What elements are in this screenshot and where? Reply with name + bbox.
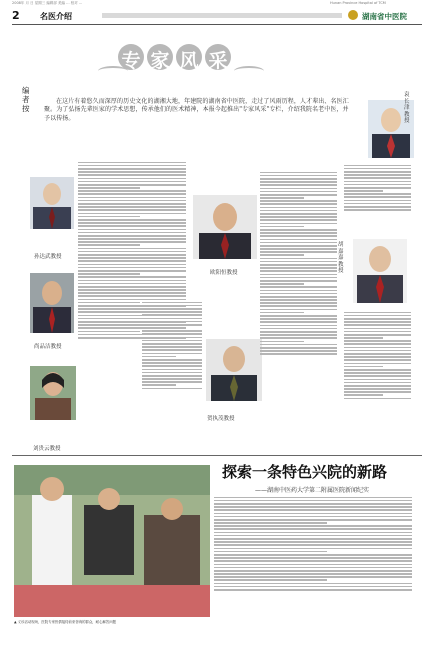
text-line [214, 509, 412, 511]
text-line [78, 187, 140, 189]
text-line [78, 254, 186, 256]
intro-paragraph: 在这片有着悠久而深厚的历史文化的湖湘大地，年建院的湖南省中医院，走过了风雨历程，人才辈出、名医汇聚。为了弘扬先辈医家的学术思想，传承他们的医术精神，本报今起推出"专家风采"专栏，介绍我院名老中医，并予以传扬。 [44, 98, 349, 122]
text-line [260, 219, 337, 221]
text-line [78, 162, 186, 164]
text-line [142, 378, 202, 380]
top-right-info: Hunan Province Hospital of TCM [330, 1, 386, 5]
text-line [344, 174, 411, 176]
text-line [344, 318, 411, 320]
text-line [214, 583, 412, 585]
text-line [260, 325, 337, 327]
text-line [344, 356, 411, 358]
text-line [78, 193, 186, 195]
text-line [142, 381, 202, 383]
text-line [260, 344, 337, 346]
text-line [260, 341, 304, 343]
doctor-name: 刘贵云教授 [33, 446, 61, 452]
text-line [260, 242, 337, 244]
text-line [214, 535, 412, 537]
text-line [260, 283, 304, 285]
text-line [142, 330, 202, 332]
text-line [260, 181, 337, 183]
text-line [260, 188, 337, 190]
text-line [344, 209, 411, 211]
text-line [344, 196, 411, 198]
text-line [214, 522, 327, 524]
text-line [142, 362, 202, 364]
text-line [260, 207, 337, 209]
hospital-name: 湖南省中医院 [362, 12, 407, 21]
text-line [260, 264, 337, 266]
text-line [214, 500, 412, 502]
text-line [142, 311, 202, 313]
text-line [344, 328, 411, 330]
banner-char-4: 采 [205, 44, 231, 70]
text-line [142, 343, 202, 345]
text-line [344, 334, 411, 336]
text-line [214, 544, 412, 546]
text-column-right-mid [344, 310, 414, 450]
text-line [260, 315, 337, 317]
text-line [344, 379, 411, 381]
article-photo [14, 465, 210, 617]
text-line [78, 286, 186, 288]
text-line [260, 309, 337, 311]
text-line [344, 165, 411, 167]
page-header [12, 9, 422, 23]
text-line [214, 567, 412, 569]
text-line [260, 200, 337, 202]
text-line [260, 350, 337, 352]
text-line [142, 349, 202, 351]
text-line [344, 177, 411, 179]
text-line [214, 497, 412, 499]
text-line [260, 175, 337, 177]
text-line [78, 203, 186, 205]
text-line [214, 564, 412, 566]
banner-char-3: 风 [176, 44, 202, 70]
article-rule [12, 455, 422, 456]
doctor-name: 欧阳恒教授 [210, 270, 238, 276]
text-line [344, 340, 411, 342]
text-line [260, 194, 337, 196]
text-line [78, 331, 140, 333]
text-line [344, 369, 411, 371]
text-line [78, 280, 186, 282]
text-line [214, 528, 412, 530]
text-line [260, 290, 337, 292]
text-line [78, 219, 186, 221]
text-line [344, 190, 383, 192]
text-line [214, 525, 412, 527]
text-line [260, 267, 337, 269]
text-column-mid2 [142, 300, 204, 440]
text-line [344, 350, 411, 352]
text-line [260, 347, 337, 349]
text-line [260, 251, 337, 253]
text-line [344, 184, 411, 186]
text-line [260, 328, 337, 330]
text-line [78, 213, 186, 215]
text-line [78, 168, 186, 170]
text-line [260, 331, 337, 333]
text-line [260, 172, 337, 174]
text-line [78, 267, 186, 269]
text-line [78, 222, 186, 224]
doctor-name: 孙达武教授 [34, 254, 62, 260]
banner-char-1: 专 [118, 44, 144, 70]
text-line [78, 209, 186, 211]
text-line [260, 274, 337, 276]
text-line [142, 365, 202, 367]
text-column-center [260, 170, 340, 460]
text-line [78, 260, 186, 262]
text-line [214, 513, 412, 515]
swirl-right [234, 66, 264, 76]
text-line [142, 337, 202, 339]
text-line [78, 276, 186, 278]
doctor-name: 尚品洁教授 [34, 344, 62, 350]
article-subtitle: ——湖南中医药大学第二附属医院新闻纪实 [255, 487, 370, 494]
text-line [214, 557, 412, 559]
text-line [260, 280, 337, 282]
doctor-name: 贺执茂教授 [207, 416, 235, 422]
doctor-photo [353, 239, 407, 303]
text-line [260, 216, 337, 218]
text-line [260, 210, 337, 212]
text-line [344, 187, 411, 189]
text-line [214, 576, 412, 578]
text-line [344, 193, 411, 195]
text-line [78, 232, 186, 234]
article-photo-caption: ▲ 义诊活动现场，医院专家热情接待前来咨询的群众，耐心解答问题 [14, 620, 117, 624]
text-line [142, 372, 202, 374]
column-title-banner [118, 44, 238, 76]
text-line [142, 324, 202, 326]
text-line [260, 191, 337, 193]
page-number: 2 [12, 9, 20, 22]
text-line [344, 372, 411, 374]
text-line [78, 181, 186, 183]
text-line [344, 366, 383, 368]
text-line [260, 223, 337, 225]
text-line [214, 519, 412, 521]
text-line [344, 331, 411, 333]
text-line [260, 302, 337, 304]
text-line [78, 184, 186, 186]
text-line [344, 181, 411, 183]
text-line [78, 264, 186, 266]
text-line [78, 235, 186, 237]
text-line [344, 382, 411, 384]
text-line [260, 299, 337, 301]
text-line [260, 245, 337, 247]
text-line [344, 359, 411, 361]
text-line [142, 384, 176, 386]
text-line [78, 273, 140, 275]
text-line [260, 232, 337, 234]
text-line [260, 312, 304, 314]
text-line [260, 229, 337, 231]
text-line [260, 213, 337, 215]
hospital-logo-icon [348, 10, 358, 20]
text-line [142, 359, 202, 361]
text-line [344, 343, 411, 345]
text-line [344, 398, 411, 400]
text-line [78, 270, 186, 272]
text-line [78, 283, 186, 285]
text-line [142, 308, 202, 310]
text-line [260, 178, 337, 180]
text-line [142, 356, 176, 358]
text-line [344, 312, 411, 314]
text-line [214, 579, 327, 581]
text-line [142, 353, 202, 355]
doctor-photo [193, 195, 257, 259]
text-line [142, 369, 202, 371]
text-line [78, 248, 186, 250]
text-line [78, 200, 186, 202]
text-line [344, 375, 411, 377]
doctor-photo [30, 366, 76, 420]
text-line [142, 318, 202, 320]
doctor-photo [206, 339, 262, 401]
text-line [214, 532, 412, 534]
text-line [78, 238, 186, 240]
text-line [214, 516, 412, 518]
text-line [344, 388, 411, 390]
text-line [78, 295, 186, 297]
text-line [78, 225, 186, 227]
text-line [260, 286, 337, 288]
text-line [260, 248, 337, 250]
text-line [78, 244, 140, 246]
text-line [344, 200, 411, 202]
text-line [260, 296, 337, 298]
text-line [142, 327, 176, 329]
text-line [78, 289, 186, 291]
text-line [344, 353, 411, 355]
text-line [78, 197, 186, 199]
text-line [260, 254, 304, 256]
article-body [214, 495, 420, 645]
text-line [214, 506, 412, 508]
text-line [142, 333, 202, 335]
text-line [142, 346, 202, 348]
text-line [260, 305, 337, 307]
text-line [78, 178, 186, 180]
text-line [214, 560, 412, 562]
text-line [142, 340, 202, 342]
text-line [260, 184, 337, 186]
doctor-photo [30, 177, 74, 229]
editor-note-label: 编者按 [22, 86, 30, 113]
text-line [260, 261, 337, 263]
text-line [78, 251, 186, 253]
text-line [214, 586, 412, 588]
text-line [260, 337, 337, 339]
text-line [78, 292, 186, 294]
text-line [78, 206, 186, 208]
text-line [344, 171, 411, 173]
text-line [260, 197, 304, 199]
text-line [214, 548, 412, 550]
header-rule [12, 24, 422, 25]
text-line [344, 168, 411, 170]
text-line [344, 324, 411, 326]
text-line [260, 321, 337, 323]
text-line [344, 315, 411, 317]
doctor-photo [30, 273, 74, 333]
doctor-name-vertical: 袁长津教授 [404, 92, 410, 124]
text-line [78, 190, 186, 192]
text-line [344, 363, 411, 365]
article-title: 探索一条特色兴院的新路 [222, 463, 388, 481]
banner-char-2: 家 [147, 44, 173, 70]
text-line [260, 226, 304, 228]
text-line [142, 305, 202, 307]
text-line [78, 302, 140, 304]
text-line [344, 206, 411, 208]
text-line [142, 302, 202, 304]
text-line [78, 165, 186, 167]
text-line [260, 239, 337, 241]
text-line [344, 347, 411, 349]
text-line [260, 270, 337, 272]
text-line [344, 391, 411, 393]
text-line [260, 203, 337, 205]
text-line [260, 318, 337, 320]
text-line [142, 388, 202, 390]
top-info-line [0, 0, 425, 8]
text-line [214, 554, 412, 556]
section-title: 名医介绍 [40, 12, 72, 21]
text-line [142, 321, 202, 323]
text-line [214, 570, 412, 572]
text-line [214, 538, 412, 540]
text-line [78, 216, 140, 218]
text-line [344, 203, 411, 205]
text-column-right-top [344, 163, 414, 238]
text-line [260, 293, 337, 295]
text-line [78, 174, 186, 176]
text-line [260, 277, 337, 279]
text-line [214, 589, 412, 591]
text-line [344, 394, 383, 396]
text-line [78, 171, 186, 173]
text-line [78, 257, 186, 259]
text-line [344, 337, 383, 339]
text-line [142, 314, 202, 316]
text-line [260, 235, 337, 237]
doctor-name-vertical: 胡嘉嘉教授 [338, 242, 344, 274]
top-left-info: 2008年 月 日 星期三 编辑部 美编 … 校对 … [12, 1, 83, 5]
text-line [78, 241, 186, 243]
text-line [344, 385, 411, 387]
text-line [260, 334, 337, 336]
text-line [214, 573, 412, 575]
header-bar [102, 13, 342, 18]
text-line [214, 503, 412, 505]
text-line [78, 229, 186, 231]
text-line [260, 258, 337, 260]
text-line [214, 541, 412, 543]
text-line [214, 551, 327, 553]
text-line [260, 353, 337, 355]
text-line [142, 375, 202, 377]
text-line [344, 321, 411, 323]
